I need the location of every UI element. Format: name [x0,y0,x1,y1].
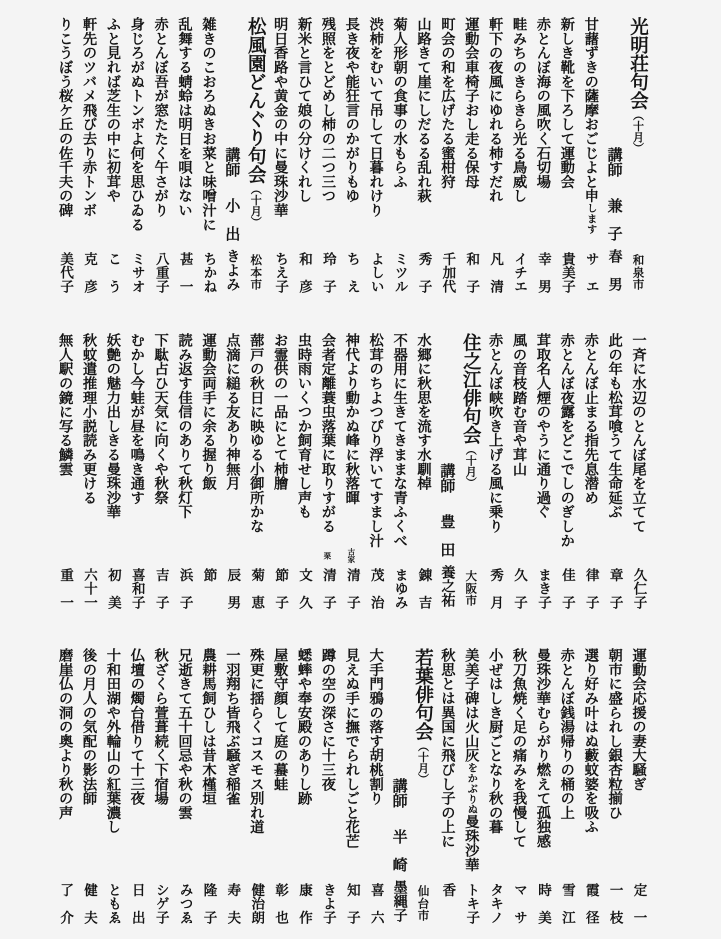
band-bottom [52,648,650,939]
haiku-text: 赤とんぼ海の風吹く石切場 [534,17,551,189]
haiku-column [315,648,339,939]
haiku-text: 蹲の空の深さに十三夜 [319,648,336,791]
author-note: 栗 [322,551,332,560]
haiku-author: 節 [200,568,217,582]
haiku-column [602,333,626,625]
haiku-author: 日出 [128,883,145,924]
haiku-author: 凡清 [487,252,504,293]
haiku-author: 一枝 [606,883,623,924]
club-location: 大阪市 [464,570,479,606]
haiku-author: 克彦 [81,252,98,293]
haiku-column [124,648,148,939]
haiku-column [530,17,554,309]
club-title-column [243,17,267,309]
haiku-text: 秋蚊遣推理小説読み更ける [81,333,98,505]
haiku-text: 妖艶の魅力出しきる曼珠沙華 [104,333,121,519]
haiku-text: 運動会両手に余る握り飯 [200,333,217,491]
haiku-column [219,333,243,625]
haiku-author: 貴美子 [558,252,575,293]
haiku-text: 兄逝きて五十回忌や秋の雲 [176,648,193,820]
haiku-text: 選り好み叶はぬ藪蚊婆を吸ふ [582,648,599,834]
haiku-column [196,333,220,625]
haiku-author: 吉子 [152,568,169,609]
haiku-text: 渋柿をむいて吊して日暮れけり [367,17,384,218]
haiku-text: 赤とんぼ銭湯帰りの桶の上 [558,648,575,820]
haiku-column [578,648,602,939]
club-title-column [626,17,650,309]
teacher-family-name: 小出 [223,198,242,241]
haiku-author: 清子 [343,568,360,609]
haiku-column [602,648,626,939]
haiku-text: 無人駅の鏡に写る鱗雲 [57,333,74,476]
haiku-text: 下駄占ひ天気に向くや秋祭 [152,333,169,505]
haiku-text: 見えぬ手に撫でられしごと花芒 [343,648,360,849]
club-title-column [458,333,482,625]
club-name: 住之江俳句会 [460,333,482,444]
haiku-column [363,333,387,625]
haiku-author: 錬吉 [415,568,432,609]
haiku-text: 運動会車椅子おし走る保母 [463,17,480,189]
haiku-author: 霞径 [582,883,599,924]
haiku-column [267,17,291,309]
haiku-column [482,17,506,309]
haiku-column [315,17,339,309]
haiku-text: 十和田湖や外輪山の紅葉濃し [104,648,121,834]
haiku-text: 曼珠沙華むらがり燃えて孤独感 [534,648,551,849]
haiku-text: りこうぼう桜ケ丘の佐千夫の碑 [57,17,74,218]
haiku-text-small: します [584,202,597,235]
haiku-author: 知子 [343,883,360,924]
haiku-column [243,333,267,625]
haiku-text: 不器用に生きてきままな青ふくべ [391,333,408,548]
haiku-column [411,333,435,625]
haiku-text: 町会の和を広げたる蜜柑狩 [439,17,456,189]
haiku-author: 浜子 [176,568,193,609]
haiku-column [100,648,124,939]
haiku-column [434,648,458,939]
haiku-author: こう [104,252,121,293]
haiku-text: 運動会応援の妻大騒ぎ [630,648,647,791]
haiku-text: 屋敷守顔して庭の蟇蛙 [272,648,289,791]
haiku-author: 和子 [463,252,480,293]
haiku-text: 身じろがぬトンボよ何を思ひゐる [128,17,145,232]
haiku-author: 秀月 [487,568,504,609]
haiku-author: イチエ [511,252,528,293]
haiku-column [339,648,363,939]
haiku-text: 松茸のちよつぴり浮いてすまし汁 [367,333,384,548]
haiku-author: 八重子 [152,252,169,293]
teacher-given-name: 墨縄子 [391,880,408,922]
haiku-author: 和彦 [296,252,313,293]
haiku-column [434,17,458,309]
haiku-author: 初美 [104,568,121,609]
haiku-text [458,648,482,872]
haiku-text: 茸取名人煙のやうに通り過ぐ [534,333,551,519]
haiku-text: 朝市に盛られし銀杏粒揃ひ [606,648,623,820]
haiku-author: 隆子 [200,883,217,924]
haiku-author: 茂治 [367,568,384,609]
haiku-author: 寿夫 [224,883,241,924]
haiku-author: 美代子 [57,252,74,293]
haiku-author: 玲子 [319,252,336,293]
haiku-text: 読み返す佳信のありて秋灯下 [176,333,193,519]
haiku-column [363,648,387,939]
club-name: 光明荘句会 [627,17,649,110]
teacher-label: 講師 [438,463,457,493]
haiku-author: 重一 [57,568,74,609]
haiku-text: 明日香路や黄金の中に曼珠沙華 [272,17,289,218]
teacher-column [387,648,411,939]
club-month: （十月） [631,109,645,154]
haiku-author: みつゑ [176,883,193,924]
teacher-label: 講師 [605,147,624,177]
haiku-author: トキ子 [463,883,480,924]
band-top [52,17,650,309]
haiku-author: 雪江 [558,883,575,924]
teacher-given-name: 養之祐 [439,565,456,607]
haiku-author: 文久 [296,568,313,609]
teacher-family-name: 兼子 [605,198,624,241]
haiku-text: 風の音枝踏む音や茸山 [511,333,528,476]
haiku-author: 時美 [534,883,551,924]
haiku-column [554,17,578,309]
haiku-text: 仏壇の燭台借りて十三夜 [128,648,145,806]
haiku-column [100,333,124,625]
haiku-text: 残照をとどめし柿の二つ三つ [319,17,336,203]
haiku-author: 定一 [630,883,647,924]
haiku-author: シゲ子 [152,883,169,924]
haiku-author: サエ [582,252,599,293]
haiku-column [291,17,315,309]
haiku-text: 乱舞する蜻蛉は明日を唄はない [176,17,193,218]
haiku-column [196,648,220,939]
club-month: （十月） [464,444,478,488]
haiku-column [554,648,578,939]
haiku-column [172,648,196,939]
haiku-text: 山路きて崖にしだるる乱れ萩 [415,17,432,203]
haiku-text: 会者定離蓑虫落葉に取りすがる [319,333,336,534]
haiku-author: 辰男 [224,568,241,609]
haiku-column [578,17,602,309]
haiku-author: 喜和子 [128,568,145,609]
haiku-column [482,333,506,625]
haiku-column [530,648,554,939]
haiku-text: 小ぜはしき厨ごとなり秋の暮 [487,648,504,834]
haiku-author: ミサオ [128,252,145,293]
haiku-author: 秀子 [415,252,432,293]
haiku-column [530,333,554,625]
haiku-column [458,17,482,309]
haiku-column [291,333,315,625]
haiku-column [196,17,220,309]
haiku-text-small: をかぶりぬ [465,762,478,815]
haiku-author: 千加代 [439,252,456,293]
haiku-text: 軒下の夜風にゆれる柿すだれ [487,17,504,203]
haiku-author: 了介 [57,883,74,924]
haiku-column [172,333,196,625]
haiku-column [76,333,100,625]
haiku-text: 水郷に秋思を流す水馴棹 [415,333,432,491]
haiku-author: 律子 [582,568,599,609]
haiku-column [482,648,506,939]
club-name: 若葉俳句会 [412,648,434,741]
haiku-author: ともゑ [104,883,121,924]
haiku-text: 神代より動かぬ峰に秋落暉 [343,333,360,505]
haiku-text: ふと見れば芝生の中に初茸や [104,17,121,203]
haiku-author: よしい [367,252,384,293]
haiku-column [554,333,578,625]
haiku-column [506,648,530,939]
author-note: 古家 [346,548,356,563]
teacher-column [219,17,243,309]
club-month: （十月） [416,740,430,785]
haiku-column [267,648,291,939]
haiku-column [387,17,411,309]
haiku-text: 長き夜や能狂言のかがりもゆ [343,17,360,203]
haiku-column [52,333,76,625]
haiku-column [100,17,124,309]
haiku-author: 久子 [511,568,528,609]
teacher-label: 講師 [390,778,409,808]
haiku-column [124,17,148,309]
haiku-author: 佳子 [558,568,575,609]
haiku-text: 殊更に揺らくコスモス別れ道 [248,648,265,834]
haiku-column [626,333,650,625]
haiku-column [578,333,602,625]
band-middle [52,333,650,625]
teacher-label: 講師 [223,147,242,177]
haiku-author: マサ [511,883,528,924]
club-location: 和泉市 [631,254,646,290]
haiku-column [291,648,315,939]
haiku-column [315,333,339,625]
haiku-text [578,17,602,234]
haiku-column [148,648,172,939]
haiku-column [148,333,172,625]
haiku-text: 赤とんぼ止まる指先息潜め [582,333,599,505]
haiku-text: 赤とんぼ峡吹き上げる風に乗り [487,333,504,534]
haiku-column [267,333,291,625]
haiku-author: 菊恵 [248,568,265,609]
haiku-author: 彰也 [272,883,289,924]
haiku-author: 章子 [606,568,623,609]
haiku-author: ちかね [200,252,217,293]
haiku-text: 蔀戸の秋日に映ゆる小御所かな [248,333,265,534]
haiku-text: お霊供の一品にとて柿膾 [272,333,289,491]
haiku-text: 後の月人の気配の影法師 [81,648,98,806]
haiku-text: 秋刀魚焼く足の痛みを我慢して [511,648,528,849]
haiku-column [243,648,267,939]
haiku-author: 甚一 [176,252,193,293]
haiku-column [626,648,650,939]
haiku-author: 節子 [272,568,289,609]
haiku-author: まゆみ [391,568,408,609]
club-title [411,648,435,785]
haiku-text: 大手門鴉の落す胡桃割り [367,648,384,806]
haiku-column [76,648,100,939]
haiku-column [124,333,148,625]
haiku-author: 健治朗 [248,883,265,924]
club-month: （十月） [249,183,263,228]
haiku-column [339,17,363,309]
haiku-text: 秋思とは異国に飛びし子の上に [439,648,456,849]
haiku-text: 秋ざくら萱葺続く下宿場 [152,648,169,806]
haiku-text-main: 甘藷ずきの薩摩おごじよと申 [582,17,599,203]
haiku-author: 清子 [319,568,336,609]
haiku-text: 畦みちのきらきら光る鳥威し [511,17,528,203]
haiku-author: 六十一 [81,568,98,609]
haiku-column [411,17,435,309]
haiku-column [52,648,76,939]
haiku-author: 幸男 [534,252,551,293]
haiku-author: 香 [439,883,456,897]
teacher-family-name: 豊田 [438,514,457,557]
club-title [626,17,650,154]
haiku-text: 新しき靴を下ろして運動会 [558,17,575,189]
haiku-text: 軒先のツバメ飛び去り赤トンボ [81,17,98,218]
haiku-column [76,17,100,309]
haiku-author: 康作 [296,883,313,924]
haiku-author: ちえ子 [272,252,289,293]
club-name: 松風園どんぐり句会 [245,17,267,184]
haiku-text: むかし今蛙が昼を鳴き通す [128,333,145,505]
haiku-column [506,333,530,625]
haiku-author: 喜六 [367,883,384,924]
haiku-text: 新米と言ひて娘の分けくれし [296,17,313,203]
club-location: 仙台市 [416,885,431,921]
haiku-text: 赤とんぼ吾が窓たたく午さがり [152,17,169,218]
haiku-column [458,648,482,939]
club-title [458,333,482,488]
haiku-text: 点滴に縋る友あり神無月 [224,333,241,491]
club-location: 松本市 [249,254,264,290]
haiku-author: 久仁子 [630,568,647,609]
teacher-column [434,333,458,625]
haiku-author: タキノ [487,883,504,924]
haiku-column [148,17,172,309]
haiku-text: 磨崖仏の洞の奥より秋の声 [57,648,74,820]
haiku-column [172,17,196,309]
haiku-author: まき子 [534,568,551,609]
teacher-column [602,17,626,309]
haiku-text: 虫時雨いくつか飼育せし声も [296,333,313,519]
club-title-column [411,648,435,939]
teacher-given-name: 春男 [606,249,623,291]
haiku-text: 蟋蟀や奉安殿のありし跡 [296,648,313,806]
haiku-text: 雑きのこおろぬきお菜と味噌汁に [200,17,217,232]
haiku-text-after: 曼珠沙華 [463,814,480,872]
haiku-text: 菊人形朝の食事の水もらふ [391,17,408,189]
haiku-author: ミツル [391,252,408,293]
haiku-text: 赤とんぼ夜露をどこでしのぎしか [558,333,575,548]
teacher-family-name: 半崎 [390,829,409,872]
haiku-author: 健夫 [81,883,98,924]
haiku-column [339,333,363,625]
haiku-author: きよ子 [319,883,336,924]
haiku-column [52,17,76,309]
haiku-text: 一羽翔ち皆飛ぶ騒ぎ稲雀 [224,648,241,806]
teacher-given-name: きよみ [224,249,241,291]
haiku-column [506,17,530,309]
haiku-text-main: 美美子碑は火山灰 [463,648,480,763]
haiku-column [219,648,243,939]
haiku-text: 農耕馬飼ひしは昔木槿垣 [200,648,217,806]
haiku-column [387,333,411,625]
haiku-text: 一斉に水辺のとんぼ尾を立てて [630,333,647,534]
haiku-column [363,17,387,309]
haiku-author: ちえ [343,252,360,293]
haiku-text: 此の年も松茸喰うて生命延ぶ [606,333,623,519]
club-title [243,17,267,228]
